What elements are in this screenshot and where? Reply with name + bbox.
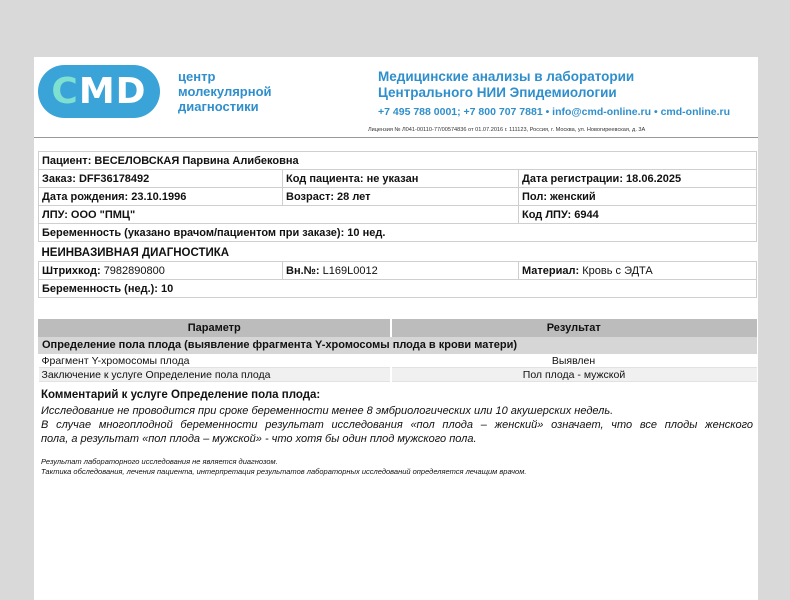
- lab-info: [378, 69, 756, 118]
- inner-number-value: L169L0012: [322, 264, 378, 277]
- disclaimer: [41, 457, 526, 477]
- comment-title: Комментарий к услуге Определение пола плода:: [41, 389, 321, 401]
- logo-letters-md: MD: [78, 71, 147, 112]
- lab-report-sheet: [34, 57, 758, 600]
- lab-contacts[interactable]: +7 495 788 0001; +7 800 707 7881 • info@cmd-online.ru • cmd-online.ru: [378, 106, 730, 118]
- comment-line-1: Исследование не проводится при сроке беременности менее 8 эмбриологических или 10 акушерских недель.: [41, 405, 614, 417]
- material-cell: [519, 262, 757, 280]
- comment-line-3: пола, а результат «пол плода – мужской» - что хотя бы один плод мужского пола.: [41, 433, 477, 445]
- inner-number-cell: [283, 262, 519, 280]
- disclaimer-line-1: Результат лабораторного исследования не является диагнозом.: [41, 457, 278, 466]
- order-number: Заказ: DFF36178492: [39, 170, 283, 188]
- birth-date: Дата рождения: 23.10.1996: [39, 188, 283, 206]
- material-label: Материал:: [522, 264, 580, 277]
- patient-code: Код пациента: не указан: [283, 170, 519, 188]
- report-header: [34, 57, 758, 141]
- barcode-value: 7982890800: [103, 264, 165, 277]
- result-value-conclusion: Пол плода - мужской: [391, 368, 757, 382]
- logo-letter-c: C: [51, 71, 79, 112]
- cmd-logo: [38, 65, 160, 118]
- license-text: Лицензия № Л041-00110-77/00574836 от 01.07.2016 г. 111123, Россия, г. Москва, ул. Новогиреевская, д. 3А: [368, 127, 646, 133]
- registration-date: Дата регистрации: 18.06.2025: [519, 170, 757, 188]
- pregnancy-weeks: Беременность (нед.): 10: [39, 280, 757, 298]
- results-table: [38, 319, 757, 382]
- section-title: НЕИНВАЗИВНАЯ ДИАГНОСТИКА: [41, 247, 230, 259]
- pregnancy-at-order: Беременность (указано врачом/пациентом при заказе): 10 нед.: [39, 224, 757, 242]
- header-divider: [34, 137, 758, 138]
- lab-title-line2: Центрального НИИ Эпидемиологии: [378, 85, 617, 100]
- disclaimer-line-2: Тактика обследования, лечения пациента, интерпретация результатов лабораторных исследований определяется лечащим врачом.: [41, 467, 527, 476]
- barcode-cell: [39, 262, 283, 280]
- comment-line-2: В случае многоплодной беременности результат исследования «пол плода – женский» означает, что все плоды женского: [41, 419, 753, 431]
- column-header-parameter: Параметр: [39, 320, 391, 337]
- result-param-conclusion: Заключение к услуге Определение пола плода: [39, 368, 391, 382]
- patient-name: Пациент: ВЕСЕЛОВСКАЯ Парвина Алибековна: [39, 152, 757, 170]
- column-header-result: Результат: [391, 320, 757, 337]
- results-group-title: Определение пола плода (выявление фрагмента Y-хромосомы плода в крови матери): [39, 337, 757, 354]
- brand-name: центр молекулярной диагностики: [178, 69, 272, 114]
- lpu-name: ЛПУ: ООО "ПМЦ": [39, 206, 519, 224]
- lpu-code: Код ЛПУ: 6944: [519, 206, 757, 224]
- result-param-y-fragment: Фрагмент Y-хромосомы плода: [39, 354, 391, 368]
- inner-number-label: Вн.№:: [286, 264, 320, 277]
- lab-title-line1: Медицинские анализы в лаборатории: [378, 69, 635, 84]
- patient-info-table: [38, 151, 757, 298]
- service-comment: [41, 389, 753, 446]
- material-value: Кровь с ЭДТА: [582, 264, 653, 277]
- result-value-y-fragment: Выявлен: [391, 354, 757, 368]
- barcode-label: Штрихкод:: [42, 264, 101, 277]
- patient-age: Возраст: 28 лет: [283, 188, 519, 206]
- patient-sex: Пол: женский: [519, 188, 757, 206]
